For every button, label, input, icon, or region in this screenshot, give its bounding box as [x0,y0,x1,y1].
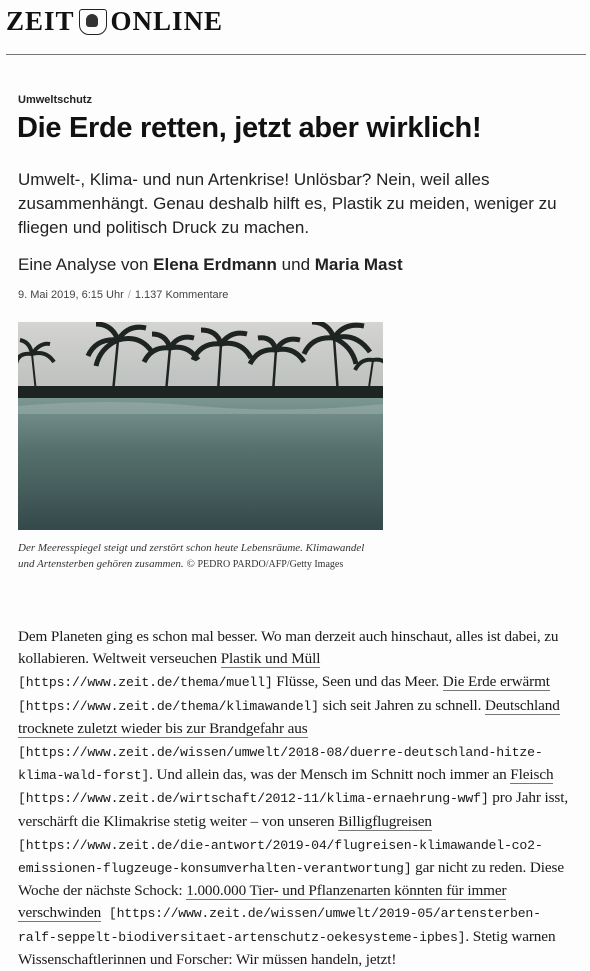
meta-separator: / [127,289,131,301]
body-text-2: Flüsse, Seen und das Meer. [272,673,443,691]
link-billigflugreisen[interactable]: Billigflugreisen [338,812,432,830]
article-photo [18,322,383,530]
link-duerre-deutschland[interactable]: Deutschland trocknete zuletzt wieder bis zur Brandgefahr aus [18,696,560,737]
url-flugreisen: [https://www.zeit.de/die-antwort/2019-04/flugreisen-klimawandel-co2-emissionen-flugzeuge-konsumverhalten-verantwortung] [18,837,543,877]
eagle-crest-icon [79,9,107,35]
link-fleisch[interactable]: Fleisch [510,766,554,784]
caption-text: Der Meeresspiegel steigt und zerstört schon heute Lebensräume. Klimawandel und Artensterben gehören zusammen. © [18,542,365,570]
link-plastik-muell[interactable]: Plastik und Müll [220,650,321,668]
body-text-3: sich seit Jahren zu schnell. [318,696,485,714]
url-muell: [https://www.zeit.de/thema/muell] [18,675,273,691]
body-text-5: pro Jahr isst, verschärft die Klimakrise stetig weiter – von unseren [18,789,569,830]
masthead-divider [6,54,586,55]
body-text-1: Dem Planeten ging es schon mal besser. Wo man derzeit auch hinschaut, alles ist dabei, zu kollabieren. Weltweit verseuchen [18,628,559,668]
link-erde-erwaermt[interactable]: Die Erde erwärmt [442,673,550,691]
url-duerre: [https://www.zeit.de/wissen/umwelt/2018-08/duerre-deutschland-hitze-klima-wald-forst] [18,745,543,784]
logo-word-zeit: ZEIT [6,6,75,36]
article-meta [18,289,228,301]
photo-caption [18,541,378,572]
author-link-2[interactable]: Maria Mast [314,255,403,274]
zeit-online-logo[interactable] [6,6,223,37]
author-link-1[interactable]: Elena Erdmann [153,255,277,274]
link-artensterben[interactable]: 1.000.000 Tier- und Pflanzenarten könnten für immer verschwinden [18,882,507,922]
url-artensterben: [https://www.zeit.de/wissen/umwelt/2019-05/artensterben-ralf-seppelt-biodiversitaet-artenschutz-oekesysteme-ipbes] [18,906,541,945]
publish-date: 9. Mai 2019, 6:15 Uhr [18,289,124,301]
comments-link[interactable]: 1.137 Kommentare [134,289,229,301]
body-text-6: gar nicht zu reden. Diese Woche der nächste Schock: [18,859,564,900]
photo-credit: PEDRO PARDO/AFP/Getty Images [197,558,344,570]
article-body [18,626,578,971]
palm-beach-illustration [18,322,383,530]
article-headline: Die Erde retten, jetzt aber wirklich! [17,112,482,144]
url-fleisch: [https://www.zeit.de/wirtschaft/2012-11/klima-ernaehrung-wwf] [18,791,489,807]
byline [18,255,403,275]
url-klimawandel: [https://www.zeit.de/thema/klimawandel] [18,698,319,714]
logo-word-online: ONLINE [110,6,224,36]
byline-and: und [281,255,311,274]
article-lead: Umwelt-, Klima- und nun Artenkrise! Unlösbar? Nein, weil alles zusammenhängt. Genau deshalb hilft es, Plastik zu meiden, weniger zu fliegen und politisch Druck zu machen. [18,170,557,237]
byline-prefix: Eine Analyse von [18,255,149,274]
article-kicker: Umweltschutz [18,94,92,106]
body-text-4: . Und allein das, was der Mensch im Schnitt noch immer an [149,766,511,784]
body-text-7: . Stetig warnen Wissenschaftlerinnen und Forscher: Wir müssen handeln, jetzt! [18,927,556,968]
